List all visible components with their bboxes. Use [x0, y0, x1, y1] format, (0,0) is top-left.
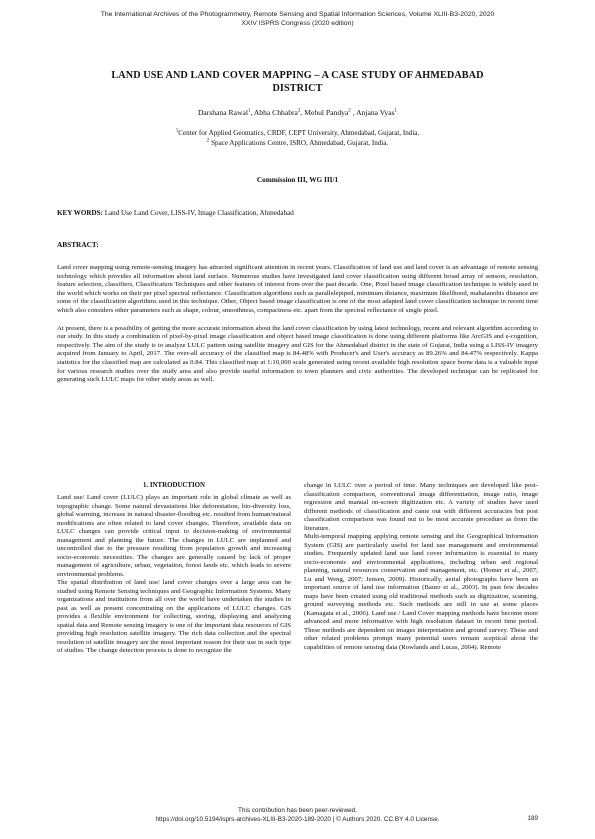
body-paragraph: change in LULC over a period of time. Many techniques are developed like post-classification comparison, conventional image differentiation, image ratio, image regression and manual on-screen digitization etc. A variety of studies have used different methods of classification and came out with different accuracies but post classification comparison was found out to be most accurate procedure as from the literature. [304, 482, 538, 532]
author-affil-mark: 1 [394, 108, 398, 114]
abstract-paragraph: Land cover mapping using remote-sensing imagery has attracted significant attention in recent years. Classification of land use and land cover is an advantage of remote sensing technology which provides all information about land surface. Numerous studies have investigated land cover classification using different broad array of sensors, resolution, feature selection, classifiers, Classification Techniques and other features of interest from over the past decade. One, Pixel based image classification technique is widely used in the world which works on their per pixel spectral reflectance. Classification algorithms such as parallelepiped, minimum distance, maximum likelihood, mahalanobis distance are some of the classification algorithms used in this technique. Other, Object based image classification is one of the most adapted land cover classification technique in recent time which also considers other parameters such as shape, colour, smoothness, compactness etc. apart from the spectral reflectance of single pixel. [57, 264, 538, 314]
keywords [57, 209, 537, 218]
affiliations [40, 128, 555, 148]
author-affil-mark: 1 [247, 108, 251, 114]
body-paragraph: The spatial distribution of land use/ land cover changes over a large area can be studied using Remote Sensing techniques and Geographic Information Systems. Many organizations and institutions from all over the world have undertaken the studies in past as well as present concentrating on the applications of LULC changes. GIS provides a flexible environment for collecting, storing, displaying and analyzing spatial data and Remote sensing imagery is one of the important data resources of GIS providing high resolution satellite imagery. The rich data collection and the spectral resolution of satellite imagery are the most important reason for their use in such type of studies. The change detection process is done to recognize the [57, 579, 291, 654]
affil-text: Space Applications Centre, ISRO, Ahmedabad, Gujarat, India. [211, 139, 389, 147]
page-number: 189 [527, 815, 538, 822]
affiliation-1 [40, 128, 555, 138]
author-list: Darshana Rawal$^1$, Abha Chhabra$^2$, Mehul Pandya$^2$ , Anjana Vyas$^1$ [197, 108, 398, 117]
author-affil-mark: 2 [348, 108, 351, 114]
title-line-2: DISTRICT [272, 83, 323, 94]
doi-line[interactable]: https://doi.org/10.5194/isprs-archives-XLIII-B3-2020-189-2020 | © Authors 2020. CC BY 4.0 License. [155, 815, 440, 823]
author-name: Mehul Pandya [304, 108, 349, 117]
affil-mark: 2 [206, 138, 210, 144]
affil-mark: 1 [175, 128, 179, 134]
running-header [40, 11, 555, 28]
abstract-body [57, 264, 538, 394]
title-line-1: LAND USE AND LAND COVER MAPPING – A CASE STUDY OF AHMEDABAD [111, 70, 484, 81]
author-name: Darshana Rawal [197, 108, 248, 117]
header-line-2: XXIV ISPRS Congress (2020 edition) [241, 19, 354, 27]
author-name: Anjana Vyas [356, 108, 395, 117]
paper-title [70, 69, 525, 95]
abstract-paragraph: At present, there is a possibility of getting the more accurate information about the land cover classification by using latest technology, recent and relevant algorithm according to our study. In this study a combination of pixel-by-pixel image classification and object based image classification is done using different platforms like ArcGIS and e-cognition, respectively. The aim of the study is to analyze LULC pattern using satellite imagery and GIS for the Ahmedabad district in the state of Gujarat, India using a LISS-IV imagery acquired from January to April, 2017. The over-all accuracy of the classified map is 84.48% with Producer's and User's accuracy as 89.26% and 84.47% respectively. Kappa statistics for the classified map are calculated as 0.84. This classified map at 1:10,000 scale generated using recent available high resolution space borne data is a valuable input for various research studies over the study area and also provide useful information to town planners and civic authorities. The developed technique can be replicated for generating such LULC maps for other study areas as well. [57, 324, 538, 384]
right-column [304, 482, 538, 652]
abstract-heading: ABSTRACT: [57, 240, 99, 249]
section-heading-introduction: 1. INTRODUCTION [142, 482, 206, 489]
affiliation-2 [40, 138, 555, 148]
affil-text: Center for Applied Geomatics, CRDF, CEPT University, Ahmedabad, Gujarat, India. [178, 129, 420, 137]
page-footer [40, 807, 555, 824]
body-paragraph: Land use/ Land cover (LULC) plays an important role in global climate as well as topographic change. Some natural devastations like deforestation, bio-diversity loss, global warming, increase in natural disaster-flooding etc. resulted from human/natural modifications are often related to land cover changes. Therefore, available data on LULC changes can provide critical input to decision-making of environmental management and planning the future. The changes in LULC are unplanned and uncontrolled due to the pressure resulting from population growth and increasing socio-economic necessities. The changes are generally caused by lack of proper management of agriculture, urban, vegetation, forest lands etc. which leads to severe environmental problems. [57, 494, 291, 578]
left-column [57, 494, 291, 656]
author-affil-mark: 2 [297, 108, 301, 114]
keywords-label: KEY WORDS: [57, 209, 103, 217]
header-line-1: The International Archives of the Photogrammetry, Remote Sensing and Spatial Information Sciences, Volume XLIII-B3-2020, 2020 [100, 11, 495, 18]
peer-review-note: This contribution has been peer-reviewed. [237, 807, 357, 814]
body-paragraph: Multi-temporal mapping applying remote sensing and the Geographical Information System (GIS) are particularly useful for land use management and environmental studies. Frequently updated land use land cover information is essential to many socio-economic and environmental applications, including urban and regional planning, natural resources conservation and management, etc. (Homer et al., 2007; Lu and Weng, 2007; Jensen, 2009). Historically, aerial photographs have been an important source of land use information (Bauer et al., 2003). In past few decades maps have been created using old traditional methods such as digitization, scanning, ground surveying methods etc. Such methods are still in use at some places (Kamagata et al., 2006). Land use / Land Cover mapping methods have become more advanced and more informative with high resolution dataset in recent time period. These methods are dependent on images interpretation and ground survey. These and other related problems prompt many potential users remain sceptical about the capabilities of remote sensing data (Rowlands and Lucas, 2004). Remote [304, 533, 538, 651]
author-name: Abha Chhabra [253, 108, 298, 117]
keywords-text: Land Use Land Cover, LISS-IV, Image Classification, Ahmedabad [104, 209, 294, 217]
commission-label: Commission III, WG III/1 [256, 175, 339, 184]
